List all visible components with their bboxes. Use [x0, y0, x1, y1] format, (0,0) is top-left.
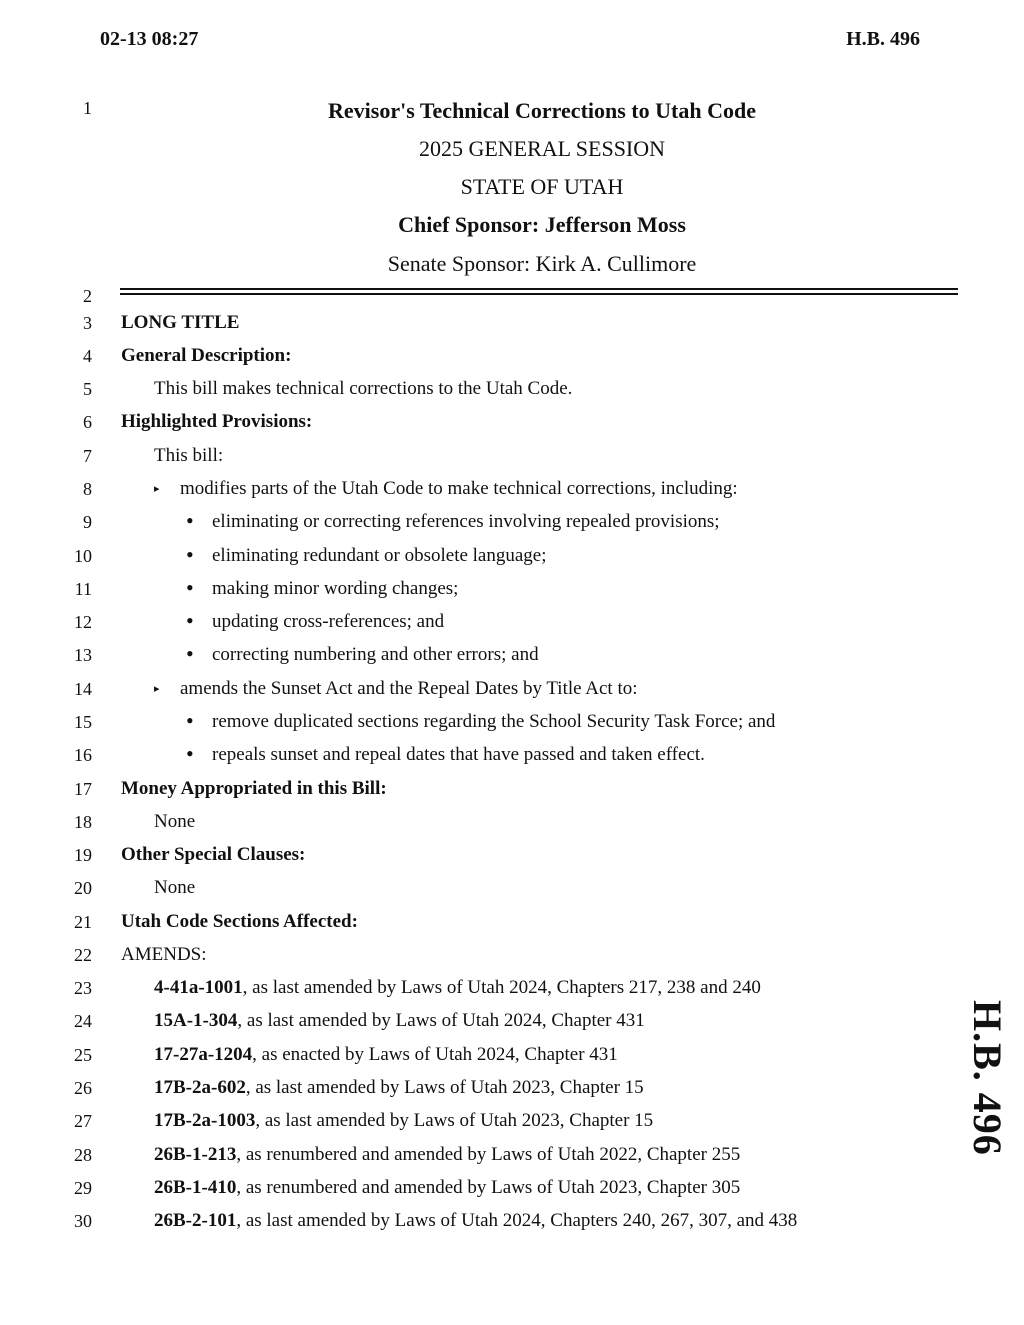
line-number: 7	[83, 446, 92, 466]
line-number: 22	[74, 945, 92, 965]
triangle-bullet-icon: ▸	[154, 483, 160, 495]
sub-provision-item: • eliminating or correcting references involving repealed provisions;	[186, 508, 720, 533]
line-number: 18	[74, 812, 92, 832]
amended-section: 17-27a-1204, as enacted by Laws of Utah 2024, Chapter 431	[154, 1044, 618, 1065]
highlighted-provisions-heading: Highlighted Provisions:	[121, 411, 313, 432]
section-number: 26B-1-410	[154, 1177, 237, 1198]
sub-provision-item: • eliminating redundant or obsolete language;	[186, 542, 547, 567]
state: STATE OF UTAH	[460, 174, 624, 199]
bullet-icon: •	[186, 542, 194, 567]
provision-item: ▸ modifies parts of the Utah Code to make technical corrections, including:	[154, 478, 738, 499]
line-number: 19	[74, 845, 92, 865]
money-heading: Money Appropriated in this Bill:	[121, 778, 387, 799]
line-number: 29	[74, 1178, 92, 1198]
line-number: 1	[83, 98, 92, 118]
section-number: 17B-2a-1003	[154, 1110, 256, 1131]
line-number: 20	[74, 878, 92, 898]
bullet-icon: •	[186, 708, 194, 733]
long-title-heading: LONG TITLE	[121, 312, 240, 333]
line-number: 10	[74, 546, 92, 566]
section-number: 4-41a-1001	[154, 977, 243, 998]
section-number: 17B-2a-602	[154, 1077, 246, 1098]
sections-affected-heading: Utah Code Sections Affected:	[121, 911, 358, 932]
triangle-bullet-icon: ▸	[154, 683, 160, 695]
bullet-icon: •	[186, 508, 194, 533]
line-number: 9	[83, 512, 92, 532]
sub-provision-item: • making minor wording changes;	[186, 575, 459, 600]
line-number: 25	[74, 1045, 92, 1065]
money-value: None	[154, 811, 196, 832]
bullet-icon: •	[186, 641, 194, 666]
line-number: 26	[74, 1078, 92, 1098]
line-number: 15	[74, 712, 92, 732]
section-number: 17-27a-1204	[154, 1044, 253, 1065]
amended-section: 15A-1-304, as last amended by Laws of Utah 2024, Chapter 431	[154, 1010, 645, 1031]
this-bill-text: This bill:	[154, 445, 224, 466]
bullet-icon: •	[186, 608, 194, 633]
line-number: 5	[83, 379, 92, 399]
line-number: 24	[74, 1011, 92, 1031]
amended-section: 4-41a-1001, as last amended by Laws of Utah 2024, Chapters 217, 238 and 240	[154, 977, 761, 998]
sub-provision-item: • correcting numbering and other errors; and	[186, 641, 539, 666]
section-number: 15A-1-304	[154, 1010, 238, 1031]
line-number: 12	[74, 612, 92, 632]
line-number: 8	[83, 479, 92, 499]
bill-number: H.B. 496	[846, 28, 920, 50]
sub-provision-item: • updating cross-references; and	[186, 608, 445, 633]
special-clauses-heading: Other Special Clauses:	[121, 844, 306, 865]
line-number: 2	[83, 286, 92, 306]
amends-label: AMENDS:	[121, 944, 207, 965]
divider-rule	[120, 293, 958, 295]
line-number: 21	[74, 912, 92, 932]
line-number: 3	[83, 313, 92, 333]
amended-section: 17B-2a-602, as last amended by Laws of Utah 2023, Chapter 15	[154, 1077, 644, 1098]
line-number: 27	[74, 1111, 92, 1131]
sub-provision-item: • remove duplicated sections regarding the School Security Task Force; and	[186, 708, 776, 733]
side-bill-label: H.B. 496	[965, 1000, 1010, 1156]
amended-section: 17B-2a-1003, as last amended by Laws of Utah 2023, Chapter 15	[154, 1110, 654, 1131]
session: 2025 GENERAL SESSION	[418, 136, 666, 161]
amended-section: 26B-1-213, as renumbered and amended by Laws of Utah 2022, Chapter 255	[154, 1144, 741, 1165]
line-number: 30	[74, 1211, 92, 1231]
section-number: 26B-2-101	[154, 1210, 237, 1231]
document-date: 02-13 08:27	[100, 28, 199, 50]
line-number: 11	[74, 579, 92, 599]
line-number: 16	[74, 745, 92, 765]
section-number: 26B-1-213	[154, 1144, 237, 1165]
line-number: 4	[83, 346, 92, 366]
divider-rule	[120, 288, 958, 290]
senate-sponsor: Senate Sponsor: Kirk A. Cullimore	[387, 251, 697, 276]
bill-title: Revisor's Technical Corrections to Utah Code	[328, 98, 756, 123]
amended-section: 26B-2-101, as last amended by Laws of Utah 2024, Chapters 240, 267, 307, and 438	[154, 1210, 798, 1231]
line-number: 14	[74, 679, 92, 699]
line-number: 23	[74, 978, 92, 998]
sub-provision-item: • repeals sunset and repeal dates that have passed and taken effect.	[186, 741, 705, 766]
line-number: 28	[74, 1145, 92, 1165]
bullet-icon: •	[186, 575, 194, 600]
general-description-heading: General Description:	[121, 345, 292, 366]
special-clauses-value: None	[154, 877, 196, 898]
bullet-icon: •	[186, 741, 194, 766]
amended-section: 26B-1-410, as renumbered and amended by Laws of Utah 2023, Chapter 305	[154, 1177, 741, 1198]
line-number: 13	[74, 645, 92, 665]
provision-item: ▸ amends the Sunset Act and the Repeal Dates by Title Act to:	[154, 678, 638, 699]
line-number: 17	[74, 779, 92, 799]
chief-sponsor: Chief Sponsor: Jefferson Moss	[398, 212, 686, 237]
description-text: This bill makes technical corrections to the Utah Code.	[154, 378, 573, 399]
line-number: 6	[83, 412, 92, 432]
